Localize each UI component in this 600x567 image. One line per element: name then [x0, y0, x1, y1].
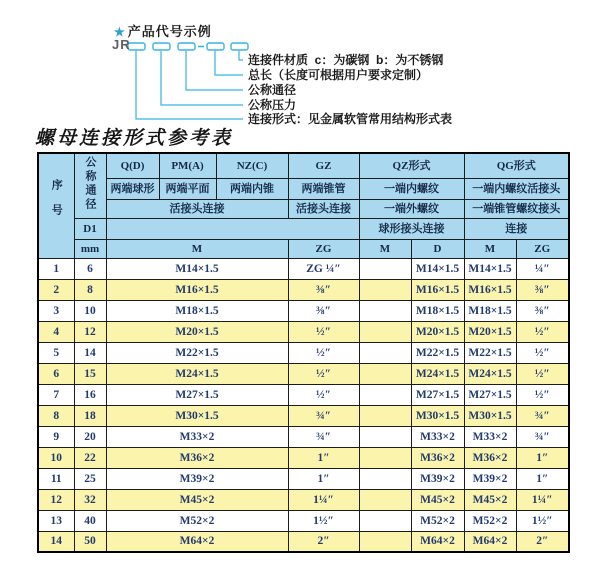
header-gz-desc: 两端锥管 [288, 178, 359, 199]
cell-qg-m: M36×2 [464, 447, 516, 468]
cell-qg-m: M16×1.5 [464, 279, 516, 300]
cell-qg-m: M22×1.5 [464, 342, 516, 363]
cell-qg-m: M20×1.5 [464, 321, 516, 342]
cell-m: M18×1.5 [106, 300, 288, 321]
cell-qg-m: M30×1.5 [464, 405, 516, 426]
table-title: 螺母连接形式参考表 [35, 127, 234, 149]
cell-qg-zg: ¾″ [516, 405, 569, 426]
cell-seq: 5 [38, 342, 74, 363]
cell-qg-zg: 1½″ [516, 510, 569, 531]
header-nominal-diameter: 公称通径 [74, 153, 106, 218]
diagram-label-diameter: 公称通径 [248, 83, 297, 97]
cell-qg-zg: ¼″ [516, 258, 569, 279]
cell-seq: 14 [38, 531, 74, 552]
table-row [38, 510, 569, 531]
diagram-label-connection: 连接形式：见金属软管常用结构形式表 [248, 112, 453, 126]
code-box-5 [231, 43, 248, 50]
table-row [38, 363, 569, 384]
header-qz-d: D [411, 239, 464, 258]
cell-qz-d: M24×1.5 [411, 363, 464, 384]
cell-m: M27×1.5 [106, 384, 288, 405]
cell-qz-d: M27×1.5 [411, 384, 464, 405]
header-col-qz: QZ形式 [359, 153, 464, 178]
cell-seq: 10 [38, 447, 74, 468]
cell-qz-m [359, 489, 411, 510]
cell-qg-m: M14×1.5 [464, 258, 516, 279]
table-row [38, 321, 569, 342]
header-qg-desc1: 一端内螺纹活接头 [464, 178, 569, 199]
diagram-label-material: 连接件材质 c：为碳钢 b：为不锈钢 [248, 53, 444, 67]
header-qz-m: M [359, 239, 411, 258]
cell-gz: ½″ [288, 321, 359, 342]
diagram-label-pressure: 公称压力 [248, 98, 297, 112]
table-body [38, 258, 569, 552]
cell-dn: 8 [74, 279, 106, 300]
cell-m: M24×1.5 [106, 363, 288, 384]
table-row [38, 405, 569, 426]
cell-qz-m [359, 258, 411, 279]
cell-qz-d: M45×2 [411, 489, 464, 510]
cell-m: M64×2 [106, 531, 288, 552]
cell-qg-zg: ⅜″ [516, 300, 569, 321]
cell-gz: 1″ [288, 447, 359, 468]
header-qz-desc1: 一端内螺纹 [359, 178, 464, 199]
header-union-desc: 活接头连接 [106, 199, 288, 218]
cell-gz: ½″ [288, 342, 359, 363]
cell-dn: 22 [74, 447, 106, 468]
cell-gz: ½″ [288, 363, 359, 384]
nut-connection-table [37, 152, 570, 553]
cell-qg-m: M45×2 [464, 489, 516, 510]
cell-seq: 12 [38, 489, 74, 510]
cell-seq: 3 [38, 300, 74, 321]
cell-qz-m [359, 531, 411, 552]
cell-qg-zg: ½″ [516, 363, 569, 384]
table-row [38, 342, 569, 363]
cell-gz: ¾″ [288, 405, 359, 426]
header-qg-conn: 连接 [464, 218, 569, 239]
cell-qg-zg: 1¼″ [516, 489, 569, 510]
cell-qz-m [359, 426, 411, 447]
cell-dn: 12 [74, 321, 106, 342]
leader-line-pressure [161, 51, 243, 105]
nut-connection-table-wrap [37, 152, 570, 553]
cell-qz-d: M36×2 [411, 447, 464, 468]
cell-m: M22×1.5 [106, 342, 288, 363]
cell-qz-d: M14×1.5 [411, 258, 464, 279]
leader-line-material [239, 51, 243, 60]
cell-seq: 9 [38, 426, 74, 447]
cell-seq: 8 [38, 405, 74, 426]
cell-qz-m [359, 342, 411, 363]
cell-qz-m [359, 447, 411, 468]
cell-seq: 4 [38, 321, 74, 342]
header-col-qg: QG形式 [464, 153, 569, 178]
cell-m: M45×2 [106, 489, 288, 510]
cell-qg-m: M18×1.5 [464, 300, 516, 321]
cell-qg-zg: ⅜″ [516, 279, 569, 300]
header-col-pm: PM(A) [159, 153, 216, 178]
cell-dn: 40 [74, 510, 106, 531]
cell-gz: ⅜″ [288, 279, 359, 300]
cell-qz-m [359, 279, 411, 300]
cell-dn: 20 [74, 426, 106, 447]
cell-qg-zg: ½″ [516, 321, 569, 342]
cell-m: M36×2 [106, 447, 288, 468]
cell-gz: 1¼″ [288, 489, 359, 510]
cell-qz-m [359, 384, 411, 405]
product-code-prefix: JR [112, 37, 131, 52]
table-row [38, 426, 569, 447]
cell-seq: 11 [38, 468, 74, 489]
header-qg-desc2: 一端锥管螺纹接头 [464, 199, 569, 218]
cell-qg-zg: 1″ [516, 447, 569, 468]
header-empty-cell [106, 218, 359, 239]
cell-qz-m [359, 405, 411, 426]
cell-gz: ZG ¼″ [288, 258, 359, 279]
code-box-3 [178, 43, 195, 50]
cell-dn: 32 [74, 489, 106, 510]
cell-dn: 50 [74, 531, 106, 552]
table-row [38, 258, 569, 279]
cell-qz-d: M30×1.5 [411, 405, 464, 426]
table-row [38, 447, 569, 468]
diagram-label-length: 总长（长度可根据用户要求定制） [248, 68, 429, 82]
header-qg-zg: ZG [516, 239, 569, 258]
star-icon: ★ [114, 25, 126, 39]
cell-qz-d: M64×2 [411, 531, 464, 552]
header-col-nz: NZ(C) [216, 153, 288, 178]
cell-gz: ½″ [288, 384, 359, 405]
header-m-label: M [106, 239, 288, 258]
cell-qz-m [359, 363, 411, 384]
header-q-desc: 两端球形 [106, 178, 159, 199]
table-row [38, 468, 569, 489]
cell-qz-m [359, 321, 411, 342]
header-col-gz: GZ [288, 153, 359, 178]
cell-qg-m: M52×2 [464, 510, 516, 531]
code-box-2 [153, 43, 170, 50]
cell-qg-m: M64×2 [464, 531, 516, 552]
header-qz-desc2: 一端外螺纹 [359, 199, 464, 218]
header-qg-m: M [464, 239, 516, 258]
diagram-heading-text: 产品代号示例 [127, 24, 212, 39]
cell-qg-m: M24×1.5 [464, 363, 516, 384]
cell-seq: 7 [38, 384, 74, 405]
cell-seq: 2 [38, 279, 74, 300]
table-row [38, 489, 569, 510]
cell-gz: ¾″ [288, 426, 359, 447]
cell-qz-m [359, 510, 411, 531]
header-pm-desc: 两端平面 [159, 178, 216, 199]
cell-gz: 2″ [288, 531, 359, 552]
header-d1: D1 [74, 218, 106, 239]
header-zg-label: ZG [288, 239, 359, 258]
cell-dn: 10 [74, 300, 106, 321]
cell-gz: 1″ [288, 468, 359, 489]
cell-qg-zg: ½″ [516, 384, 569, 405]
cell-qz-d: M52×2 [411, 510, 464, 531]
cell-dn: 6 [74, 258, 106, 279]
table-row [38, 300, 569, 321]
cell-gz: ⅜″ [288, 300, 359, 321]
cell-m: M52×2 [106, 510, 288, 531]
leader-line-connection [136, 51, 243, 119]
cell-dn: 16 [74, 384, 106, 405]
header-nz-desc: 两端内锥 [216, 178, 288, 199]
cell-qz-m [359, 468, 411, 489]
cell-qz-d: M39×2 [411, 468, 464, 489]
header-qz-conn: 球形接头连接 [359, 218, 464, 239]
cell-m: M30×1.5 [106, 405, 288, 426]
cell-qz-d: M16×1.5 [411, 279, 464, 300]
cell-dn: 15 [74, 363, 106, 384]
cell-dn: 18 [74, 405, 106, 426]
cell-qg-m: M39×2 [464, 468, 516, 489]
cell-seq: 6 [38, 363, 74, 384]
cell-qg-zg: ½″ [516, 342, 569, 363]
cell-qz-d: M22×1.5 [411, 342, 464, 363]
cell-qg-m: M27×1.5 [464, 384, 516, 405]
cell-qg-zg: 1″ [516, 468, 569, 489]
cell-qz-d: M18×1.5 [411, 300, 464, 321]
table-row [38, 279, 569, 300]
code-box-4 [207, 43, 224, 50]
cell-qz-d: M20×1.5 [411, 321, 464, 342]
cell-seq: 13 [38, 510, 74, 531]
cell-seq: 1 [38, 258, 74, 279]
table-row [38, 384, 569, 405]
cell-m: M14×1.5 [106, 258, 288, 279]
cell-gz: 1½″ [288, 510, 359, 531]
header-mm: mm [74, 239, 106, 258]
cell-qg-zg: 2″ [516, 531, 569, 552]
cell-qg-m: M33×2 [464, 426, 516, 447]
table-row [38, 531, 569, 552]
cell-m: M33×2 [106, 426, 288, 447]
cell-dn: 25 [74, 468, 106, 489]
header-col-q: Q(D) [106, 153, 159, 178]
header-gz-union: 活接头连接 [288, 199, 359, 218]
cell-m: M16×1.5 [106, 279, 288, 300]
cell-m: M39×2 [106, 468, 288, 489]
cell-qz-m [359, 300, 411, 321]
cell-qg-zg: ¾″ [516, 426, 569, 447]
header-seq: 序号 [38, 153, 74, 258]
cell-m: M20×1.5 [106, 321, 288, 342]
cell-qz-d: M33×2 [411, 426, 464, 447]
cell-dn: 14 [74, 342, 106, 363]
